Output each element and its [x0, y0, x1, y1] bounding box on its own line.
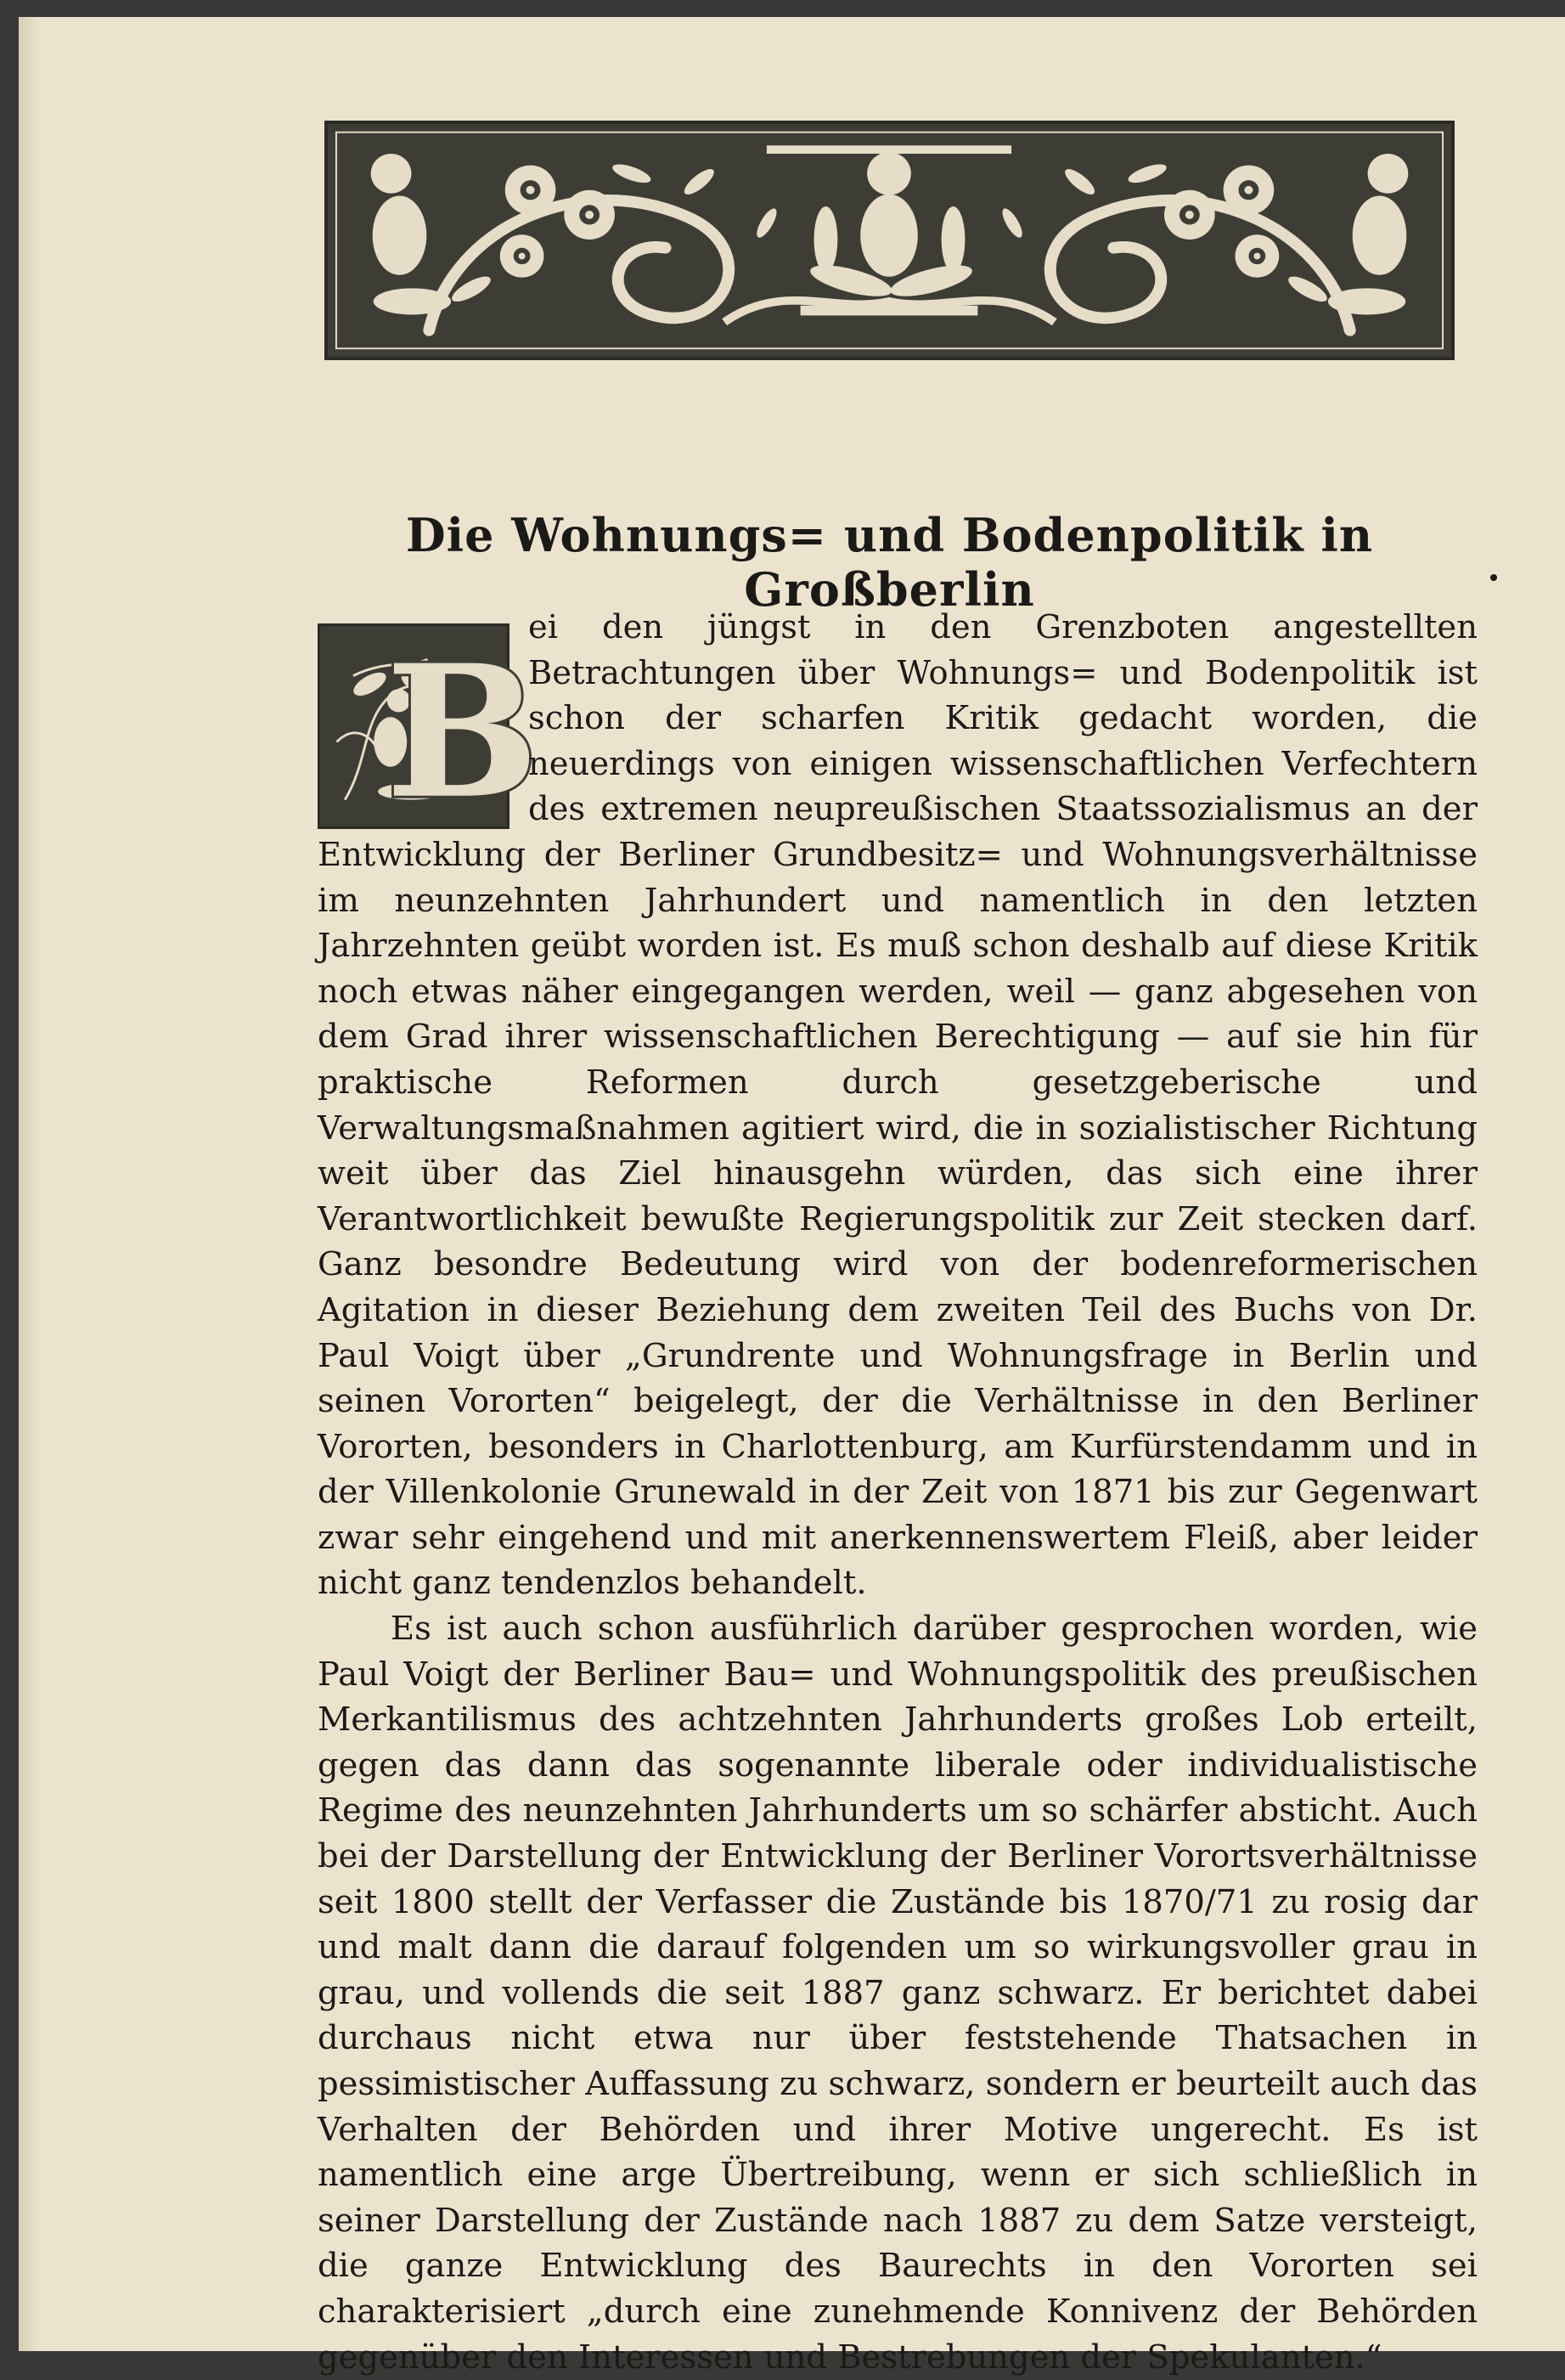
paragraph-1: ei den jüngst in den Grenzboten angestellten Betrachtungen über Wohnungs= und Bodenpolitik ist schon der scharfen Kritik gedacht worden, die neuerdings von einigen wissenschaftlichen Verfechtern des extremen neupreußischen Staatssozialismus an der Entwicklung der Berliner Grundbesitz= und Wohnungsverhältnisse im neunzehnten Jahrhundert und namentlich in den letzten Jahrzehnten geübt worden ist. Es muß schon deshalb auf diese Kritik noch etwas näher eingegangen werden, weil — ganz abgesehen von dem Grad ihrer wissenschaftlichen Berechtigung — auf sie hin für praktische Reformen durch gesetzgeberische und Verwaltungsmaßnahmen agitiert wird, die in sozialistischer Richtung weit über das Ziel hinausgehn würden, das sich eine ihrer Verantwortlichkeit bewußte Regierungspolitik zur Zeit stecken darf. Ganz besondre Bedeutung wird von der bodenreformerischen Agitation in dieser Beziehung dem zweiten Teil des Buchs von Dr. Paul Voigt über „Grundrente und Wohnungsfrage in Berlin und seinen Vororten“ beigelegt, der die Verhältnisse in den Berliner Vororten, besonders in Charlottenburg, am Kurfürstendamm und in der Villenkolonie Grunewald in der Zeit von 1871 bis zur Gegenwart zwar sehr eingehend und mit anerkennenswertem Fleiß, aber leider nicht ganz tendenzlos behandelt. — [318, 608, 1478, 1603]
paragraph-2: Es ist auch schon ausführlich darüber gesprochen worden, wie Paul Voigt der Berliner Bau= und Wohnungspolitik des preußischen Merkantilismus des achtzehnten Jahrhunderts großes Lob erteilt, gegen das dann das sogenannte liberale oder individualistische Regime des neunzehnten Jahrhunderts um so schärfer absticht. Auch bei der Darstellung der Entwicklung der Berliner Vorortsverhältnisse seit 1800 stellt der Verfasser die Zustände bis 1870/71 zu rosig dar und malt dann die darauf folgenden um so wirkungsvoller grau in grau, und vollends die seit 1887 ganz schwarz. Er berichtet dabei durchaus nicht etwa nur über feststehende Thatsachen in pessimistischer Auffassung zu schwarz, sondern er beurteilt auch das Verhalten der Behörden und ihrer Motive ungerecht. Es ist namentlich eine arge Übertreibung, wenn er sich schließlich in seiner Darstellung der Zustände nach 1887 zu dem Satze versteigt, die ganze Entwicklung des Baurechts in den Vororten sei charakterisiert „durch eine zunehmende Konnivenz der Behörden gegenüber den Interessen und Bestrebungen der Spekulanten.“ — [318, 1610, 1478, 2377]
article-title: Die Wohnungs= und Bodenpolitik in Großberlin — [405, 508, 1374, 617]
page-gutter — [19, 17, 41, 2351]
initial-letter-glyph: B — [385, 624, 539, 839]
stray-dot — [1490, 574, 1497, 581]
ornamental-headpiece — [324, 121, 1455, 360]
article-body — [318, 605, 1478, 2380]
headpiece-illustration — [328, 124, 1451, 357]
initial-spacer — [318, 605, 516, 826]
